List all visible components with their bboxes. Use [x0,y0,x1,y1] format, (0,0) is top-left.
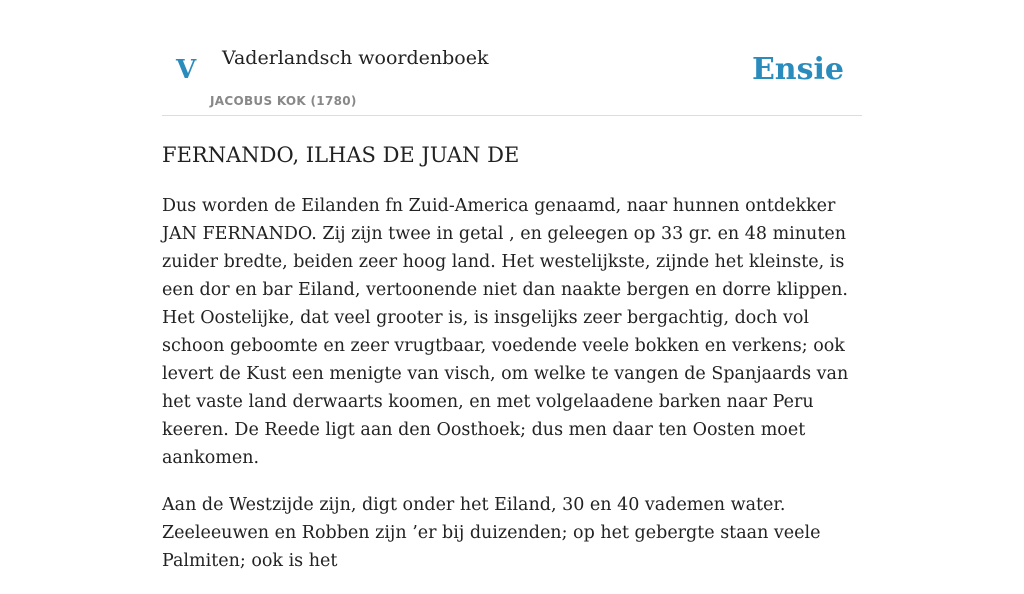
entry-title: FERNANDO, ILHAS DE JUAN DE [162,143,520,167]
book-author: JACOBUS KOK (1780) [210,94,357,108]
entry-paragraph: Dus worden de Eilanden fn Zuid-America genaamd, naar hunnen ontdekker JAN FERNANDO. Zij zijn twee in getal , en geleegen op 33 gr. en 48 minuten zuider bredte, beiden zeer hoog land. Het westelijkste, zijnde het kleinste, is een dor en bar Eiland, vertoonende niet dan naakte bergen en dorre klippen. Het Oostelijke, dat veel grooter is, is insgelijks zeer bergachtig, doch vol schoon geboomte en zeer vrugtbaar, voedende veele bokken en verkens; ook levert de Kust een menigte van visch, om welke te vangen de Spanjaards van het vaste land derwaarts koomen, en met volgelaadene barken naar Peru keeren. De Reede ligt aan den Oosthoek; dus men daar ten Oosten moet aankomen. [162,196,849,468]
book-title[interactable]: Vaderlandsch woordenboek [222,47,489,69]
page [162,0,862,571]
book-header [162,0,862,116]
ensie-logo-link[interactable]: Ensie [751,52,844,87]
book-letter-badge[interactable]: V [176,55,197,85]
entry-paragraph: Aan de Westzijde zijn, digt onder het Eiland, 30 en 40 vademen water. Zeeleeuwen en Robben zijn ’er bij duizenden; op het gebergte staan veele Palmiten; ook is het [162,495,821,571]
entry-body [162,192,862,594]
